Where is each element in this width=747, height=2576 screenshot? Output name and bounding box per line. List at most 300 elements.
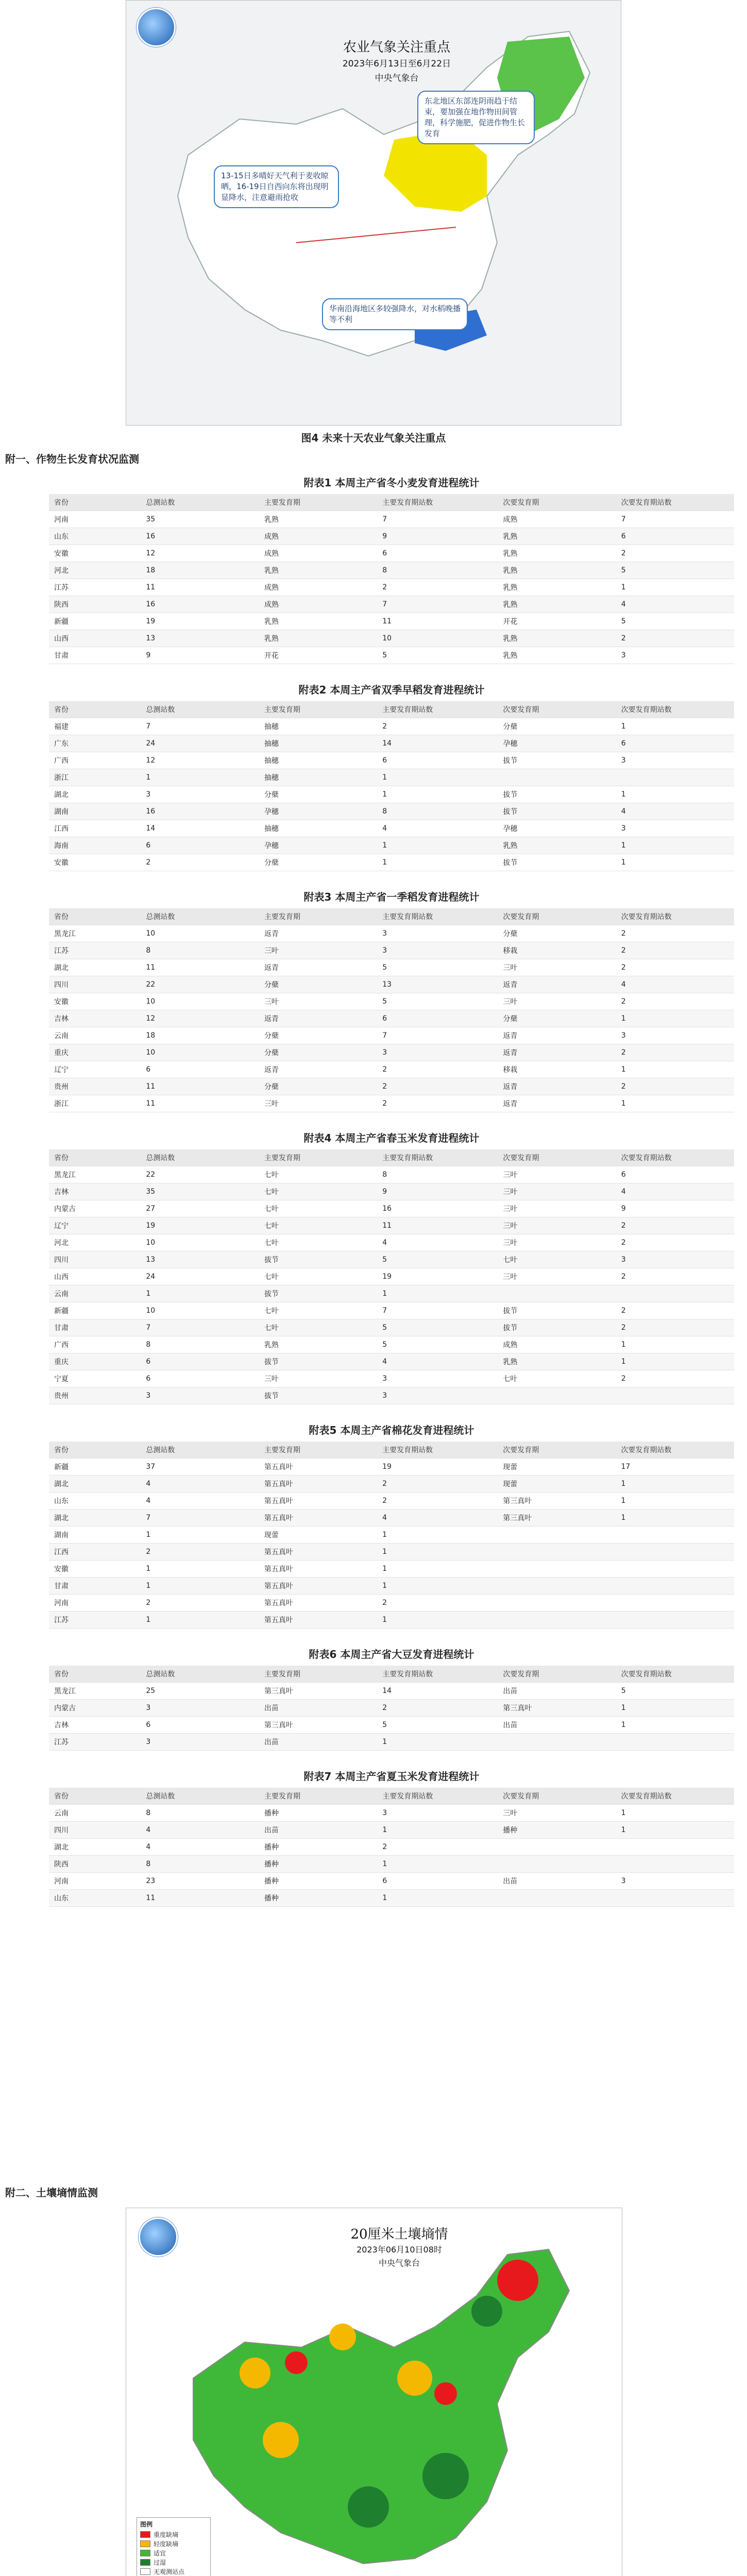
table-cell: 七叶 xyxy=(259,1166,377,1183)
table-cell: 4 xyxy=(616,1183,734,1200)
table-cell: 2 xyxy=(616,1078,734,1095)
table-cell: 2 xyxy=(141,1595,259,1612)
crop-table xyxy=(49,471,734,664)
table-cell: 河北 xyxy=(49,562,141,579)
table-cell: 省份 xyxy=(49,701,141,718)
table-cell: 广东 xyxy=(49,735,141,752)
table-cell: 3 xyxy=(377,1044,498,1061)
table-row xyxy=(49,769,734,786)
table-cell: 返青 xyxy=(498,1027,616,1044)
table-cell xyxy=(616,1387,734,1404)
legend-swatch xyxy=(140,2540,150,2547)
table-cell: 第五真叶 xyxy=(259,1544,377,1561)
table-cell: 1 xyxy=(616,1717,734,1734)
table-cell: 主要发育期站数 xyxy=(377,1666,498,1683)
table-cell xyxy=(498,1544,616,1561)
table-cell: 1 xyxy=(141,1612,259,1629)
table-cell: 返青 xyxy=(259,925,377,942)
table-cell: 6 xyxy=(377,545,498,562)
table-row xyxy=(49,1595,734,1612)
table-cell: 25 xyxy=(141,1683,259,1700)
focus-map xyxy=(126,0,621,426)
soil-patch xyxy=(422,2453,469,2499)
table-cell: 次要发育期 xyxy=(498,494,616,511)
table-cell: 1 xyxy=(377,837,498,854)
legend-label: 适宜 xyxy=(154,2549,166,2557)
table-cell: 乳熟 xyxy=(259,613,377,630)
table-cell: 三叶 xyxy=(259,1370,377,1387)
table-cell xyxy=(616,1734,734,1751)
table-cell: 5 xyxy=(377,959,498,976)
table-row xyxy=(49,1095,734,1112)
table-cell: 现蕾 xyxy=(498,1476,616,1493)
table-cell: 次要发育期 xyxy=(498,1666,616,1683)
table-cell: 移栽 xyxy=(498,1061,616,1078)
table-cell: 次要发育期站数 xyxy=(616,908,734,925)
table-cell: 第五真叶 xyxy=(259,1612,377,1629)
table-cell xyxy=(616,1527,734,1544)
table-cell: 2 xyxy=(616,545,734,562)
table-cell: 三叶 xyxy=(259,1095,377,1112)
table-cell: 孕穗 xyxy=(259,837,377,854)
table-cell: 现蕾 xyxy=(498,1459,616,1476)
table-cell: 成熟 xyxy=(259,579,377,596)
table-row xyxy=(49,1805,734,1822)
soil-moisture-map xyxy=(126,2208,622,2576)
table-title: 附表5 本周主产省棉花发育进程统计 xyxy=(309,1424,474,1436)
table-cell: 乳熟 xyxy=(259,562,377,579)
table-cell: 1 xyxy=(616,1095,734,1112)
table-cell: 1 xyxy=(616,1822,734,1839)
table-cell: 3 xyxy=(141,1734,259,1751)
table-cell: 2 xyxy=(616,942,734,959)
table-title: 附表1 本周主产省冬小麦发育进程统计 xyxy=(303,477,480,489)
table-cell: 三叶 xyxy=(498,993,616,1010)
table-cell: 6 xyxy=(616,735,734,752)
table-cell: 孕穗 xyxy=(498,735,616,752)
table-cell: 湖北 xyxy=(49,1839,141,1856)
table-cell: 5 xyxy=(616,1683,734,1700)
table-cell: 云南 xyxy=(49,1285,141,1302)
table-cell: 18 xyxy=(141,1027,259,1044)
soil-patch xyxy=(397,2361,432,2396)
table-cell: 安徽 xyxy=(49,1561,141,1578)
table-cell: 2 xyxy=(377,1595,498,1612)
table-title: 附表2 本周主产省双季早稻发育进程统计 xyxy=(298,684,485,696)
legend-label: 过湿 xyxy=(154,2558,166,2566)
table-cell: 3 xyxy=(377,1805,498,1822)
table-cell: 江西 xyxy=(49,1544,141,1561)
table-cell: 云南 xyxy=(49,1805,141,1822)
table-cell: 湖南 xyxy=(49,803,141,820)
table-cell: 返青 xyxy=(498,1095,616,1112)
table-cell: 次要发育期站数 xyxy=(616,1666,734,1683)
soil-patch xyxy=(240,2358,270,2388)
table-cell: 浙江 xyxy=(49,769,141,786)
table-cell: 14 xyxy=(377,1683,498,1700)
table-cell: 37 xyxy=(141,1459,259,1476)
table-row xyxy=(49,1527,734,1544)
data-table xyxy=(49,1442,734,1629)
table-row xyxy=(49,1251,734,1268)
legend-item xyxy=(140,2530,207,2539)
focus-map-org: 中央气象台 xyxy=(375,73,419,83)
table-cell: 6 xyxy=(616,528,734,545)
table-cell: 第五真叶 xyxy=(259,1476,377,1493)
table-cell xyxy=(498,769,616,786)
table-cell: 省份 xyxy=(49,908,141,925)
table-cell: 主要发育期 xyxy=(259,494,377,511)
table-cell: 4 xyxy=(377,1234,498,1251)
table-cell: 次要发育期站数 xyxy=(616,701,734,718)
table-cell: 2 xyxy=(377,718,498,735)
table-cell: 1 xyxy=(377,1612,498,1629)
table-row xyxy=(49,1044,734,1061)
table-cell xyxy=(498,1387,616,1404)
table-cell: 省份 xyxy=(49,1442,141,1459)
table-cell: 主要发育期站数 xyxy=(377,494,498,511)
table-cell: 山东 xyxy=(49,1493,141,1510)
table-cell: 山东 xyxy=(49,528,141,545)
table-row xyxy=(49,1873,734,1890)
table-cell: 成熟 xyxy=(498,1336,616,1353)
table-cell: 12 xyxy=(141,752,259,769)
table-cell: 黑龙江 xyxy=(49,925,141,942)
table-cell: 4 xyxy=(141,1839,259,1856)
table-row xyxy=(49,718,734,735)
table-row xyxy=(49,613,734,630)
table-cell: 四川 xyxy=(49,1822,141,1839)
soil-map-date: 2023年06月10日08时 xyxy=(356,2245,442,2255)
table-cell: 1 xyxy=(616,1493,734,1510)
table-cell: 5 xyxy=(616,613,734,630)
fig4-caption: 图4 未来十天农业气象关注重点 xyxy=(301,432,446,444)
table-row xyxy=(49,925,734,942)
table-cell: 4 xyxy=(377,1510,498,1527)
table-cell: 出苗 xyxy=(498,1683,616,1700)
table-row xyxy=(49,942,734,959)
table-cell: 第五真叶 xyxy=(259,1595,377,1612)
table-cell: 七叶 xyxy=(259,1234,377,1251)
table-cell: 16 xyxy=(141,528,259,545)
table-cell: 1 xyxy=(377,1890,498,1907)
table-cell: 四川 xyxy=(49,976,141,993)
table-row xyxy=(49,545,734,562)
table-cell: 1 xyxy=(377,854,498,871)
table-cell: 分蘖 xyxy=(259,854,377,871)
table-row xyxy=(49,803,734,820)
table-cell: 9 xyxy=(616,1200,734,1217)
table-cell: 返青 xyxy=(498,1044,616,1061)
table-cell: 24 xyxy=(141,735,259,752)
table-cell: 湖北 xyxy=(49,786,141,803)
table-row xyxy=(49,1268,734,1285)
table-row xyxy=(49,1027,734,1044)
crop-table xyxy=(49,1765,734,1907)
table-row xyxy=(49,752,734,769)
table-cell: 10 xyxy=(141,1302,259,1319)
table-cell: 4 xyxy=(377,1353,498,1370)
table-row xyxy=(49,528,734,545)
table-cell: 贵州 xyxy=(49,1387,141,1404)
table-cell: 乳熟 xyxy=(498,562,616,579)
table-cell: 次要发育期站数 xyxy=(616,1149,734,1166)
table-cell: 12 xyxy=(141,1010,259,1027)
table-cell: 9 xyxy=(141,647,259,664)
table-cell: 乳熟 xyxy=(498,545,616,562)
section1-title: 附一、作物生长发育状况监测 xyxy=(5,453,139,465)
table-cell: 抽穗 xyxy=(259,769,377,786)
table-cell: 新疆 xyxy=(49,613,141,630)
table-cell: 19 xyxy=(377,1268,498,1285)
table-cell: 7 xyxy=(141,718,259,735)
table-cell: 1 xyxy=(616,718,734,735)
table-cell: 返青 xyxy=(259,1010,377,1027)
legend-label: 轻度缺墒 xyxy=(154,2540,179,2548)
table-cell: 出苗 xyxy=(498,1873,616,1890)
table-cell: 13 xyxy=(141,1251,259,1268)
table-row xyxy=(49,1217,734,1234)
table-cell: 辽宁 xyxy=(49,1217,141,1234)
soil-patch xyxy=(285,2351,308,2374)
table-cell: 2 xyxy=(616,1370,734,1387)
table-row xyxy=(49,1839,734,1856)
crop-table xyxy=(49,1419,734,1629)
table-cell: 河南 xyxy=(49,1595,141,1612)
table-cell: 4 xyxy=(141,1476,259,1493)
table-cell: 1 xyxy=(616,1805,734,1822)
table-cell: 3 xyxy=(616,1873,734,1890)
table-cell xyxy=(498,1578,616,1595)
table-cell: 2 xyxy=(616,993,734,1010)
table-cell: 成熟 xyxy=(259,545,377,562)
table-cell: 第五真叶 xyxy=(259,1578,377,1595)
table-cell xyxy=(498,1856,616,1873)
table-row xyxy=(49,596,734,613)
table-cell: 抽穗 xyxy=(259,752,377,769)
table-cell: 江苏 xyxy=(49,579,141,596)
table-cell: 19 xyxy=(141,1217,259,1234)
table-cell: 次要发育期 xyxy=(498,1788,616,1805)
table-cell: 乳熟 xyxy=(259,630,377,647)
table-cell: 11 xyxy=(141,1890,259,1907)
table-cell: 2 xyxy=(377,1476,498,1493)
table-cell: 江西 xyxy=(49,820,141,837)
table-cell: 抽穗 xyxy=(259,718,377,735)
table-row xyxy=(49,1234,734,1251)
table-cell: 1 xyxy=(377,786,498,803)
table-cell: 吉林 xyxy=(49,1010,141,1027)
table-cell: 5 xyxy=(377,1319,498,1336)
table-cell: 23 xyxy=(141,1873,259,1890)
table-row xyxy=(49,1476,734,1493)
table-cell: 3 xyxy=(377,942,498,959)
table-cell: 2 xyxy=(616,1268,734,1285)
table-cell: 1 xyxy=(616,579,734,596)
table-cell: 4 xyxy=(616,976,734,993)
table-cell: 7 xyxy=(616,511,734,528)
table-cell: 6 xyxy=(141,837,259,854)
table-cell: 主要发育期 xyxy=(259,1149,377,1166)
table-header-row xyxy=(49,494,734,511)
table-cell: 拔节 xyxy=(498,1319,616,1336)
table-row xyxy=(49,1302,734,1319)
table-row xyxy=(49,1010,734,1027)
table-row xyxy=(49,1061,734,1078)
table-header-row xyxy=(49,1442,734,1459)
table-cell: 7 xyxy=(141,1510,259,1527)
table-cell: 总测站数 xyxy=(141,701,259,718)
table-row xyxy=(49,786,734,803)
table-cell: 拔节 xyxy=(498,786,616,803)
table-cell: 七叶 xyxy=(498,1251,616,1268)
table-cell: 返青 xyxy=(259,959,377,976)
table-cell: 拔节 xyxy=(498,752,616,769)
table-cell: 江苏 xyxy=(49,1734,141,1751)
data-table xyxy=(49,1149,734,1404)
table-cell: 8 xyxy=(141,1805,259,1822)
table-cell: 七叶 xyxy=(259,1302,377,1319)
legend-item xyxy=(140,2557,207,2567)
table-cell: 抽穗 xyxy=(259,820,377,837)
table-cell xyxy=(498,1612,616,1629)
soil-patch xyxy=(434,2382,457,2405)
crop-table xyxy=(49,886,734,1112)
table-row xyxy=(49,820,734,837)
table-cell: 内蒙古 xyxy=(49,1200,141,1217)
table-cell: 9 xyxy=(377,1183,498,1200)
table-cell: 总测站数 xyxy=(141,1149,259,1166)
table-cell: 播种 xyxy=(259,1805,377,1822)
table-row xyxy=(49,1387,734,1404)
table-cell: 播种 xyxy=(259,1890,377,1907)
table-cell: 乳熟 xyxy=(498,837,616,854)
table-cell: 福建 xyxy=(49,718,141,735)
crop-table xyxy=(49,1643,734,1751)
table-cell: 4 xyxy=(141,1493,259,1510)
table-cell: 5 xyxy=(377,647,498,664)
table-cell: 5 xyxy=(377,1251,498,1268)
table-cell: 6 xyxy=(141,1353,259,1370)
table-cell: 海南 xyxy=(49,837,141,854)
table-cell: 2 xyxy=(377,1839,498,1856)
table-cell: 1 xyxy=(377,769,498,786)
table-title: 附表6 本周主产省大豆发育进程统计 xyxy=(309,1648,474,1660)
table-cell xyxy=(616,1595,734,1612)
table-cell: 14 xyxy=(377,735,498,752)
table-cell: 湖北 xyxy=(49,1510,141,1527)
table-cell: 7 xyxy=(141,1319,259,1336)
table-cell: 次要发育期 xyxy=(498,908,616,925)
table-cell: 移栽 xyxy=(498,942,616,959)
table-cell: 1 xyxy=(141,769,259,786)
table-cell: 3 xyxy=(616,1027,734,1044)
data-table xyxy=(49,1666,734,1751)
table-row xyxy=(49,647,734,664)
table-cell: 35 xyxy=(141,1183,259,1200)
table-cell: 辽宁 xyxy=(49,1061,141,1078)
table-cell: 6 xyxy=(141,1717,259,1734)
table-cell: 2 xyxy=(616,1234,734,1251)
table-cell: 第三真叶 xyxy=(498,1510,616,1527)
table-cell: 出苗 xyxy=(259,1734,377,1751)
table-row xyxy=(49,562,734,579)
table-cell: 1 xyxy=(377,1856,498,1873)
table-cell: 成熟 xyxy=(498,511,616,528)
table-cell: 分蘖 xyxy=(498,1010,616,1027)
table-cell xyxy=(498,1561,616,1578)
table-cell: 安徽 xyxy=(49,545,141,562)
table-cell: 1 xyxy=(616,854,734,871)
table-cell: 主要发育期站数 xyxy=(377,1788,498,1805)
table-cell xyxy=(616,1839,734,1856)
callout-south: 华南沿海地区多较强降水，对水稻晚播等不利 xyxy=(322,298,468,330)
table-cell: 4 xyxy=(377,820,498,837)
table-row xyxy=(49,511,734,528)
table-cell: 三叶 xyxy=(259,942,377,959)
table-cell: 1 xyxy=(616,1336,734,1353)
table-row xyxy=(49,837,734,854)
table-cell: 2 xyxy=(616,1217,734,1234)
table-row xyxy=(49,1510,734,1527)
table-cell: 出苗 xyxy=(259,1700,377,1717)
table-cell: 1 xyxy=(141,1578,259,1595)
table-cell: 乳熟 xyxy=(498,1353,616,1370)
table-cell: 16 xyxy=(141,803,259,820)
cma-logo-icon xyxy=(137,8,176,47)
table-cell: 4 xyxy=(616,803,734,820)
table-cell: 1 xyxy=(616,1510,734,1527)
table-cell: 1 xyxy=(141,1285,259,1302)
table-cell xyxy=(616,1285,734,1302)
table-cell: 三叶 xyxy=(498,1217,616,1234)
table-cell: 拔节 xyxy=(259,1251,377,1268)
table-cell: 返青 xyxy=(498,1078,616,1095)
legend-swatch xyxy=(140,2531,150,2538)
table-cell: 2 xyxy=(141,854,259,871)
table-cell: 三叶 xyxy=(498,1183,616,1200)
callout-north: 13-15日多晴好天气利于麦收晾晒，16-19日自西向东将出现明显降水，注意避雨抢收 xyxy=(214,165,339,208)
table-cell: 广西 xyxy=(49,1336,141,1353)
table-cell: 成熟 xyxy=(259,596,377,613)
table-cell: 7 xyxy=(377,1027,498,1044)
table-cell: 1 xyxy=(377,1544,498,1561)
table-cell: 现蕾 xyxy=(259,1527,377,1544)
table-cell: 次要发育期 xyxy=(498,1149,616,1166)
table-cell: 14 xyxy=(141,820,259,837)
table-row xyxy=(49,1493,734,1510)
table-cell: 主要发育期 xyxy=(259,1788,377,1805)
table-cell xyxy=(498,1890,616,1907)
legend-label: 重度缺墒 xyxy=(154,2531,179,2538)
table-row xyxy=(49,1890,734,1907)
table-cell: 总测站数 xyxy=(141,908,259,925)
soil-legend-title: 图例 xyxy=(140,2521,153,2528)
table-cell: 七叶 xyxy=(259,1319,377,1336)
table-cell: 七叶 xyxy=(259,1183,377,1200)
table-title: 附表3 本周主产省一季稻发育进程统计 xyxy=(303,891,480,903)
callout-northeast: 东北地区东部连阴雨趋于结束，要加强在地作物田间管理，科学施肥，促进作物生长发育 xyxy=(417,91,535,144)
table-row xyxy=(49,1822,734,1839)
table-cell: 9 xyxy=(377,528,498,545)
table-cell: 省份 xyxy=(49,1149,141,1166)
table-row xyxy=(49,1700,734,1717)
table-row xyxy=(49,1734,734,1751)
data-table xyxy=(49,701,734,871)
table-cell: 播种 xyxy=(259,1873,377,1890)
table-cell: 乳熟 xyxy=(498,630,616,647)
data-table xyxy=(49,1788,734,1907)
